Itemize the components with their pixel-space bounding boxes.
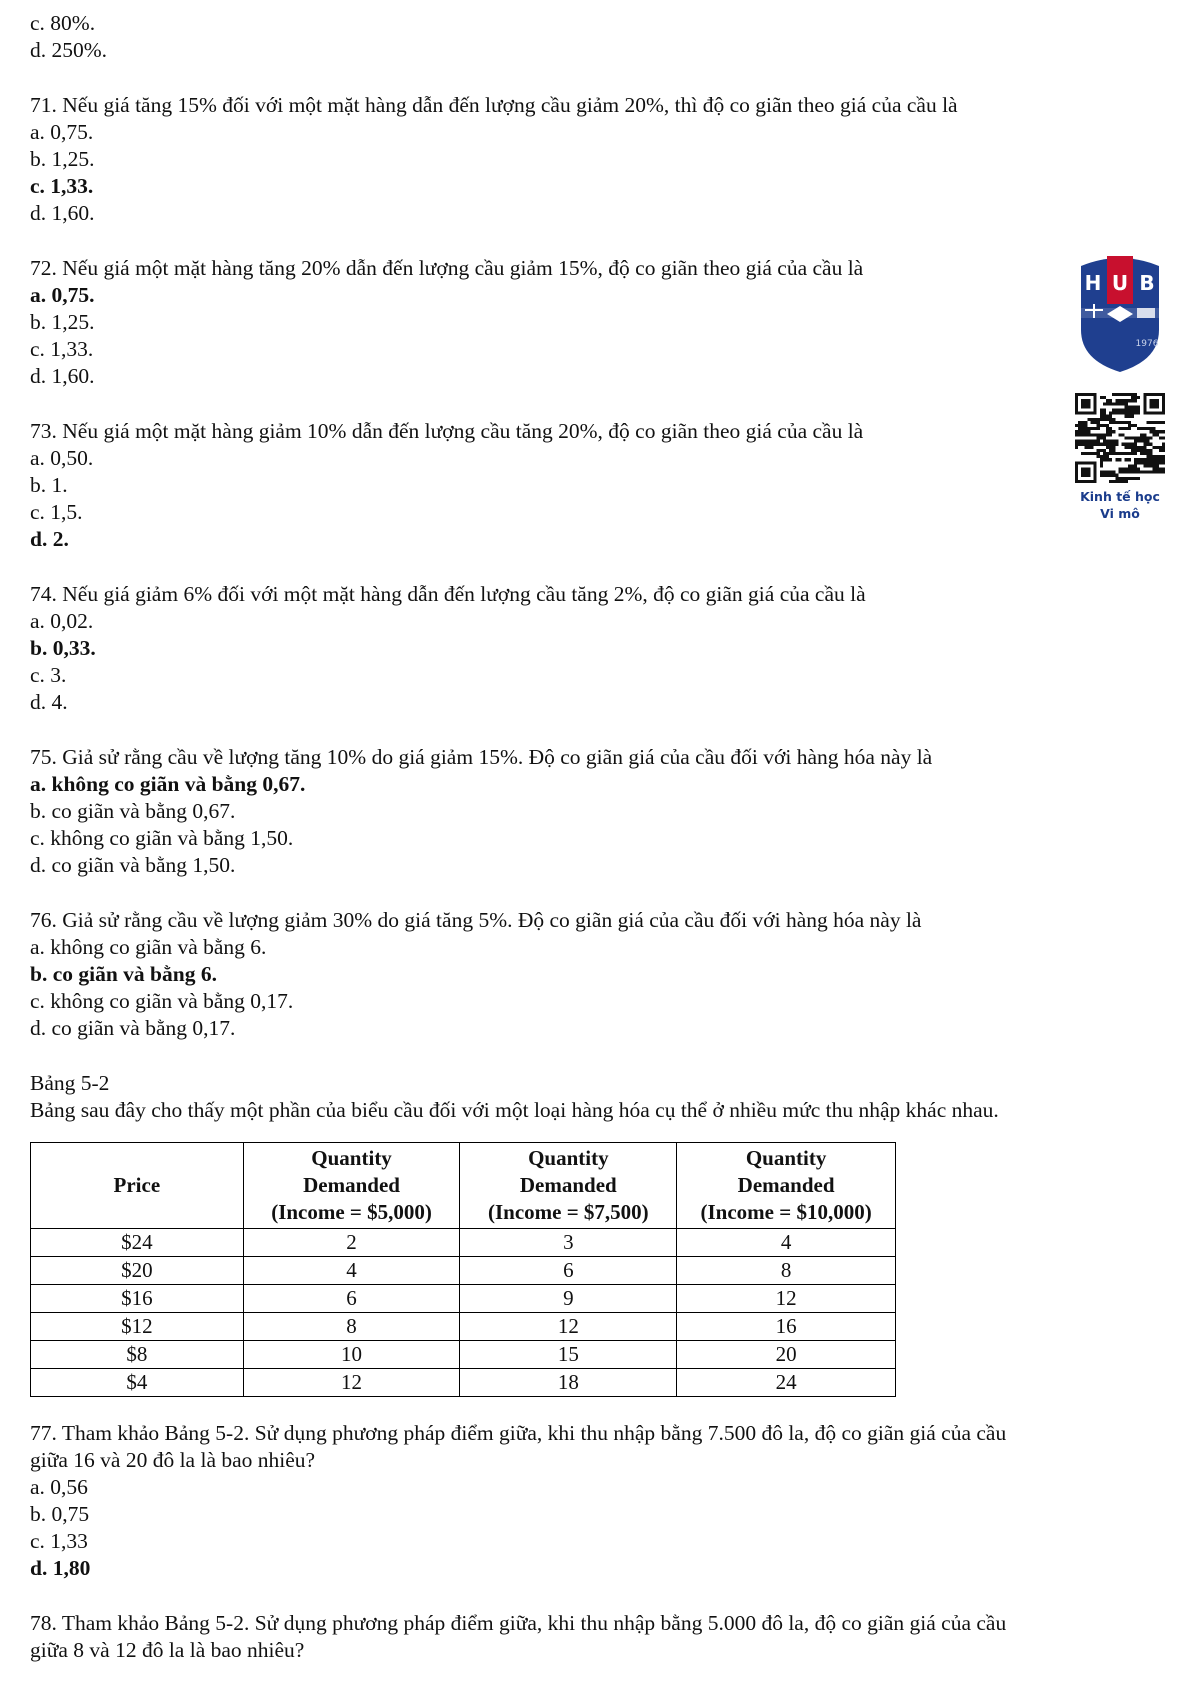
logo-year: 1976 xyxy=(1135,339,1159,349)
quantity-cell: 9 xyxy=(460,1285,677,1313)
answer-option: c. 3. xyxy=(30,663,67,687)
price-cell: $8 xyxy=(31,1341,244,1369)
quantity-cell: 10 xyxy=(243,1341,460,1369)
table-row xyxy=(31,1369,896,1397)
answer-option: b. 0,33. xyxy=(30,636,96,660)
question-stem: 77. Tham khảo Bảng 5-2. Sử dụng phương pháp điểm giữa, khi thu nhập bằng 7.500 đô la, độ co giãn giá của cầu xyxy=(30,1421,1007,1445)
quantity-cell: 16 xyxy=(677,1313,896,1341)
price-cell: $4 xyxy=(31,1369,244,1397)
text-line: Bảng sau đây cho thấy một phần của biểu cầu đối với một loại hàng hóa cụ thể ở nhiều mức thu nhập khác nhau. xyxy=(30,1098,999,1122)
quantity-cell: 12 xyxy=(243,1369,460,1397)
quantity-cell: 12 xyxy=(460,1313,677,1341)
question-stem: 73. Nếu giá một mặt hàng giảm 10% dẫn đến lượng cầu tăng 20%, độ co giãn theo giá của cầu là xyxy=(30,419,864,443)
quantity-cell: 24 xyxy=(677,1369,896,1397)
logo-letter-u: U xyxy=(1111,271,1129,295)
answer-option: c. 1,33. xyxy=(30,337,94,361)
answer-option: b. 1. xyxy=(30,473,68,497)
question-stem: 76. Giả sử rằng cầu về lượng giảm 30% do giá tăng 5%. Độ co giãn giá của cầu đối với hàng hóa này là xyxy=(30,908,922,932)
answer-option: c. không co giãn và bằng 1,50. xyxy=(30,826,294,850)
header-income-10000: Quantity Demanded (Income = $10,000) xyxy=(677,1143,896,1229)
quantity-cell: 6 xyxy=(243,1285,460,1313)
answer-option: b. co giãn và bằng 0,67. xyxy=(30,799,236,823)
quantity-cell: 6 xyxy=(460,1257,677,1285)
hub-university-logo xyxy=(1077,252,1163,374)
answer-option: a. không co giãn và bằng 0,67. xyxy=(30,772,306,796)
answer-option: c. 1,33 xyxy=(30,1529,88,1553)
price-cell: $20 xyxy=(31,1257,244,1285)
text-line: giữa 16 và 20 đô la là bao nhiêu? xyxy=(30,1448,316,1472)
quantity-cell: 4 xyxy=(243,1257,460,1285)
answer-option: b. co giãn và bằng 6. xyxy=(30,962,217,986)
price-cell: $12 xyxy=(31,1313,244,1341)
answer-option: d. co giãn và bằng 0,17. xyxy=(30,1016,236,1040)
answer-option: a. không co giãn và bằng 6. xyxy=(30,935,267,959)
text-line: giữa 8 và 12 đô la là bao nhiêu? xyxy=(30,1638,305,1662)
quantity-cell: 18 xyxy=(460,1369,677,1397)
question-stem: 71. Nếu giá tăng 15% đối với một mặt hàng dẫn đến lượng cầu giảm 20%, thì độ co giãn theo giá của cầu là xyxy=(30,93,958,117)
logo-letter-b: B xyxy=(1139,271,1155,295)
question-stem: 72. Nếu giá một mặt hàng tăng 20% dẫn đến lượng cầu giảm 15%, độ co giãn theo giá của cầu là xyxy=(30,256,864,280)
price-cell: $16 xyxy=(31,1285,244,1313)
price-cell: $24 xyxy=(31,1229,244,1257)
table-row xyxy=(31,1257,896,1285)
quantity-cell: 12 xyxy=(677,1285,896,1313)
answer-option: d. 2. xyxy=(30,527,69,551)
answer-option: b. 1,25. xyxy=(30,310,95,334)
quantity-cell: 8 xyxy=(677,1257,896,1285)
answer-option: d. 1,60. xyxy=(30,201,95,225)
answer-option: a. 0,50. xyxy=(30,446,94,470)
header-income-5000: Quantity Demanded (Income = $5,000) xyxy=(243,1143,460,1229)
answer-option: c. không co giãn và bằng 0,17. xyxy=(30,989,294,1013)
answer-option: a. 0,75. xyxy=(30,120,94,144)
side-label-line1: Kinh tế học xyxy=(1080,489,1160,504)
answer-option: d. 4. xyxy=(30,690,68,714)
text-line: Bảng 5-2 xyxy=(30,1071,110,1095)
answer-option: a. 0,75. xyxy=(30,283,95,307)
header-income-7500: Quantity Demanded (Income = $7,500) xyxy=(460,1143,677,1229)
answer-option: a. 0,56 xyxy=(30,1475,88,1499)
logo-letter-h: H xyxy=(1084,271,1102,295)
table-header-row xyxy=(31,1143,896,1229)
table-row xyxy=(31,1341,896,1369)
answer-option: c. 80%. xyxy=(30,11,96,35)
question-stem: 74. Nếu giá giảm 6% đối với một mặt hàng dẫn đến lượng cầu tăng 2%, độ co giãn giá của cầu là xyxy=(30,582,866,606)
quantity-cell: 15 xyxy=(460,1341,677,1369)
side-label-line2: Vi mô xyxy=(1100,506,1140,521)
answer-option: b. 1,25. xyxy=(30,147,95,171)
demand-schedule-table xyxy=(30,1142,896,1397)
quantity-cell: 2 xyxy=(243,1229,460,1257)
answer-option: b. 0,75 xyxy=(30,1502,90,1526)
header-price: Price xyxy=(31,1143,244,1229)
answer-option: a. 0,02. xyxy=(30,609,94,633)
quantity-cell: 8 xyxy=(243,1313,460,1341)
quantity-cell: 3 xyxy=(460,1229,677,1257)
table-row xyxy=(31,1229,896,1257)
answer-option: d. 1,80 xyxy=(30,1556,91,1580)
answer-option: c. 1,33. xyxy=(30,174,94,198)
answer-option: d. 1,60. xyxy=(30,364,95,388)
table-row xyxy=(31,1313,896,1341)
answer-option: d. co giãn và bằng 1,50. xyxy=(30,853,236,877)
answer-option: d. 250%. xyxy=(30,38,108,62)
answer-option: c. 1,5. xyxy=(30,500,83,524)
quantity-cell: 20 xyxy=(677,1341,896,1369)
question-stem: 75. Giả sử rằng cầu về lượng tăng 10% do giá giảm 15%. Độ co giãn giá của cầu đối với hàng hóa này là xyxy=(30,745,933,769)
table-row xyxy=(31,1285,896,1313)
qr-code xyxy=(1075,393,1165,483)
question-stem: 78. Tham khảo Bảng 5-2. Sử dụng phương pháp điểm giữa, khi thu nhập bằng 5.000 đô la, độ co giãn giá của cầu xyxy=(30,1611,1007,1635)
quantity-cell: 4 xyxy=(677,1229,896,1257)
